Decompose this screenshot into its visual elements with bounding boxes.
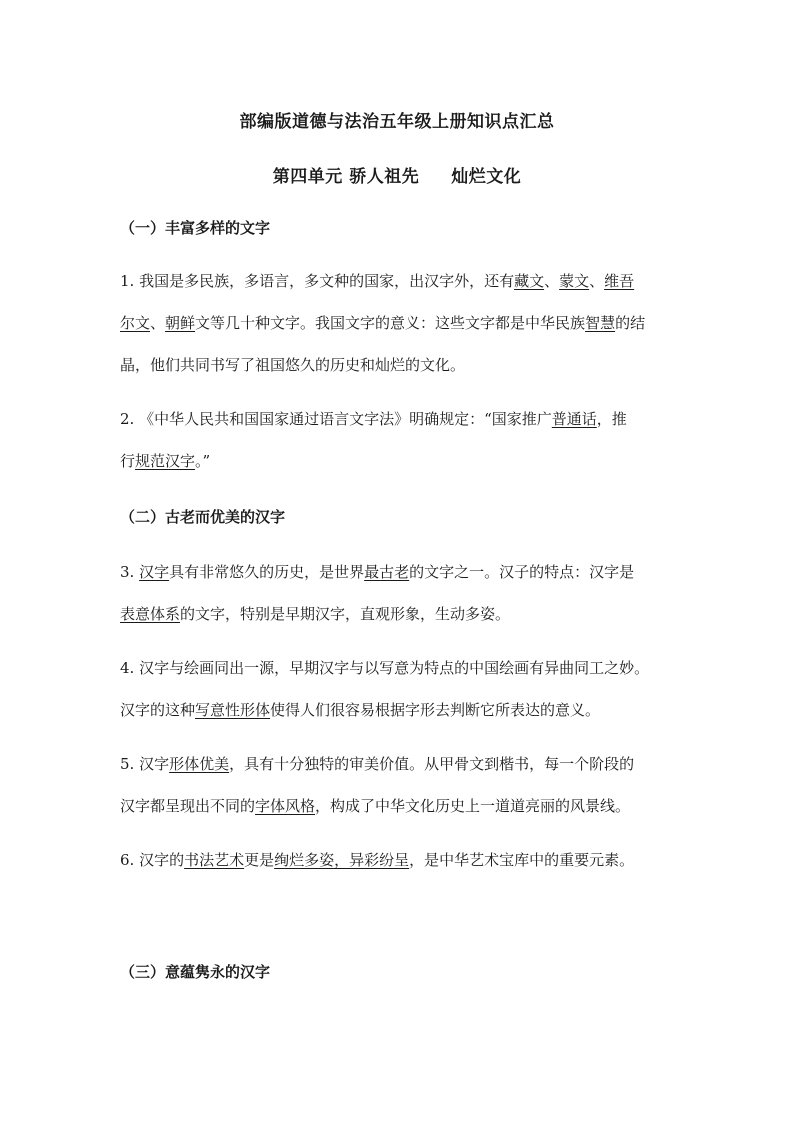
- text-run: 的结: [615, 314, 646, 332]
- key-term: 蒙文: [559, 272, 590, 290]
- key-term: 表意体系: [120, 605, 181, 623]
- text-line: [120, 839, 680, 881]
- text-line: [120, 302, 680, 344]
- text-line: [120, 440, 680, 482]
- document-title: 部编版道德与法治五年级上册知识点汇总: [239, 112, 555, 132]
- text-run: 2. 《中华人民共和国国家通过语言文字法》明确规定：“国家推广: [120, 410, 552, 428]
- text-run: ，推: [596, 410, 627, 428]
- text-run: 4. 汉字与绘画同出一源，早期汉字与以写意为特点的中国绘画有异曲同工之妙。: [120, 659, 650, 677]
- text-run: 的文字，特别是早期汉字，直观形象，生动多姿。: [180, 605, 511, 623]
- section-heading-3: （三）意蕴隽永的汉字: [120, 963, 271, 981]
- key-term: 智慧: [585, 314, 616, 332]
- text-run: 更是: [244, 851, 275, 869]
- text-run: ，是中华艺术宝库中的重要元素。: [409, 851, 635, 869]
- knowledge-item-3: [120, 551, 680, 635]
- knowledge-item-6: [120, 839, 680, 881]
- text-run: 3.: [120, 563, 140, 581]
- text-run: 具有非常悠久的历史，是世界: [169, 563, 365, 581]
- key-term: 最古老: [364, 563, 410, 581]
- key-term: 形体优美: [169, 755, 230, 773]
- section-heading-2: （二）古老而优美的汉字: [120, 508, 286, 526]
- text-line: [120, 743, 680, 785]
- key-term: 尔文: [120, 314, 151, 332]
- key-term: 朝鲜: [165, 314, 196, 332]
- text-run: 汉字的这种: [120, 701, 196, 719]
- unit-title: [0, 162, 794, 187]
- key-term: 绚烂多姿，异彩纷呈: [274, 851, 410, 869]
- text-line: [120, 593, 680, 635]
- text-run: 、: [589, 272, 605, 290]
- text-run: 5. 汉字: [120, 755, 170, 773]
- text-run: 、: [544, 272, 560, 290]
- text-run: 使得人们很容易根据字形去判断它所表达的意义。: [270, 701, 601, 719]
- text-run: 6. 汉字的: [120, 851, 185, 869]
- knowledge-item-5: [120, 743, 680, 827]
- text-run: ，具有十分独特的审美价值。从甲骨文到楷书，每一个阶段的: [229, 755, 635, 773]
- text-line: [120, 689, 680, 731]
- text-line: [120, 647, 680, 689]
- text-run: 汉字都呈现出不同的: [120, 797, 256, 815]
- key-term: 汉字: [139, 563, 170, 581]
- key-term: 藏文: [514, 272, 545, 290]
- text-line: [120, 260, 680, 302]
- unit-title-part2: 灿烂文化: [451, 167, 522, 187]
- text-line: [120, 344, 680, 386]
- unit-title-part1: 第四单元 骄人祖先: [272, 167, 420, 187]
- text-run: 行: [120, 452, 136, 470]
- text-run: 、: [150, 314, 166, 332]
- text-line: [120, 398, 680, 440]
- knowledge-item-4: [120, 647, 680, 731]
- text-run: 的文字之一。汉子的特点：汉字是: [409, 563, 635, 581]
- key-term: 写意性形体: [195, 701, 271, 719]
- section-heading-1: （一）丰富多样的文字: [120, 219, 271, 237]
- knowledge-item-2: [120, 398, 680, 482]
- key-term: 书法艺术: [184, 851, 245, 869]
- text-run: 文等几十种文字。我国文字的意义：这些文字都是中华民族: [195, 314, 586, 332]
- text-run: 。”: [195, 452, 211, 470]
- text-run: 1. 我国是多民族，多语言，多文种的国家，出汉字外，还有: [120, 272, 515, 290]
- key-term: 维吾: [604, 272, 635, 290]
- text-line: [120, 551, 680, 593]
- key-term: 字体风格: [255, 797, 316, 815]
- key-term: 普通话: [551, 410, 597, 428]
- text-run: 晶，他们共同书写了祖国悠久的历史和灿烂的文化。: [120, 356, 466, 374]
- text-line: [120, 785, 680, 827]
- text-run: ，构成了中华文化历史上一道道亮丽的风景线。: [315, 797, 631, 815]
- key-term: 规范汉字: [135, 452, 196, 470]
- knowledge-item-1: [120, 260, 680, 386]
